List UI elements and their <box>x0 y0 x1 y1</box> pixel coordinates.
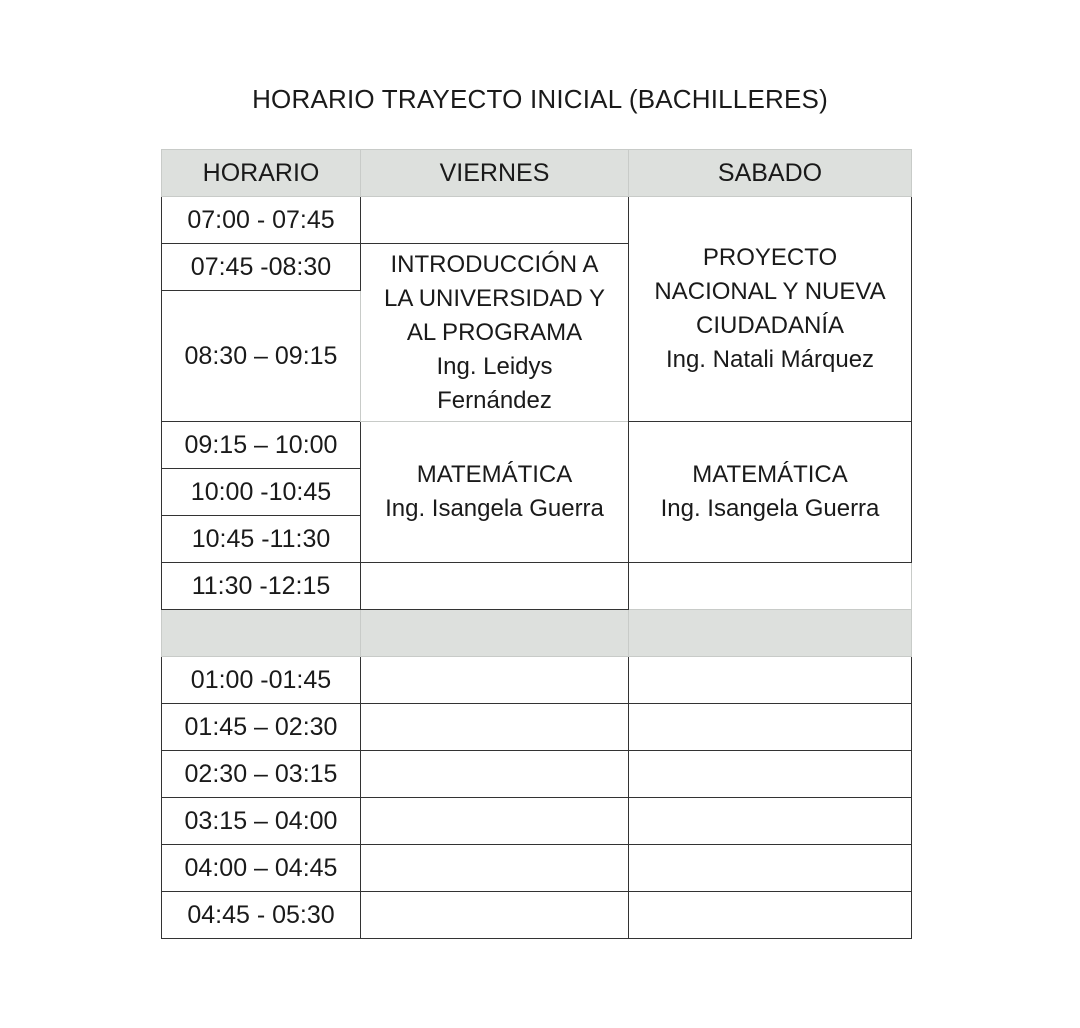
friday-empty-cell <box>361 751 629 798</box>
friday-empty-cell <box>361 892 629 939</box>
time-slot: 03:15 – 04:00 <box>162 798 361 845</box>
teacher-name: Fernández <box>437 386 552 414</box>
friday-empty-cell <box>361 845 629 892</box>
time-slot: 11:30 -12:15 <box>162 563 361 610</box>
teacher-name: Ing. Isangela Guerra <box>385 495 604 522</box>
break-row <box>162 610 912 657</box>
schedule-table <box>161 149 912 939</box>
saturday-empty-cell <box>629 798 912 845</box>
friday-empty-cell <box>361 197 629 244</box>
table-row <box>162 563 912 610</box>
table-row <box>162 704 912 751</box>
time-slot: 02:30 – 03:15 <box>162 751 361 798</box>
table-row <box>162 751 912 798</box>
friday-class-matematica <box>361 422 629 563</box>
table-row <box>162 657 912 704</box>
class-line: INTRODUCCIÓN A <box>390 250 599 278</box>
class-line: LA UNIVERSIDAD Y <box>384 284 605 312</box>
break-cell <box>629 610 912 657</box>
teacher-name: Ing. Leidys <box>436 352 553 380</box>
teacher-name: Ing. Natali Márquez <box>665 346 875 373</box>
saturday-empty-cell <box>629 892 912 939</box>
friday-empty-cell <box>361 563 629 610</box>
time-slot: 10:00 -10:45 <box>162 469 361 516</box>
table-row <box>162 892 912 939</box>
friday-empty-cell <box>361 704 629 751</box>
time-slot: 09:15 – 10:00 <box>162 422 361 469</box>
break-cell <box>162 610 361 657</box>
time-slot: 01:00 -01:45 <box>162 657 361 704</box>
header-saturday: SABADO <box>629 150 912 197</box>
time-slot: 08:30 – 09:15 <box>162 291 361 422</box>
time-slot: 04:45 - 05:30 <box>162 892 361 939</box>
friday-class-introduccion <box>361 244 629 422</box>
saturday-empty-cell <box>629 751 912 798</box>
class-line: AL PROGRAMA <box>406 318 583 346</box>
document-title: HORARIO TRAYECTO INICIAL (BACHILLERES) <box>252 84 828 114</box>
class-line: CIUDADANÍA <box>695 312 845 339</box>
class-line: NACIONAL Y NUEVA <box>654 278 886 305</box>
table-row <box>162 845 912 892</box>
time-slot: 07:00 - 07:45 <box>162 197 361 244</box>
class-line: MATEMÁTICA <box>692 461 848 488</box>
header-row <box>162 150 912 197</box>
teacher-name: Ing. Isangela Guerra <box>660 495 880 522</box>
friday-empty-cell <box>361 798 629 845</box>
saturday-empty-cell <box>629 845 912 892</box>
break-cell <box>361 610 629 657</box>
class-line: MATEMÁTICA <box>416 461 573 488</box>
header-friday: VIERNES <box>361 150 629 197</box>
saturday-empty-cell <box>629 563 912 610</box>
time-slot: 01:45 – 02:30 <box>162 704 361 751</box>
saturday-empty-cell <box>629 657 912 704</box>
time-slot: 04:00 – 04:45 <box>162 845 361 892</box>
class-line: PROYECTO <box>702 244 838 271</box>
table-row <box>162 422 912 469</box>
time-slot: 10:45 -11:30 <box>162 516 361 563</box>
header-time: HORARIO <box>162 150 361 197</box>
table-row <box>162 798 912 845</box>
saturday-empty-cell <box>629 704 912 751</box>
table-row <box>162 197 912 244</box>
time-slot: 07:45 -08:30 <box>162 244 361 291</box>
saturday-class-matematica <box>629 422 912 563</box>
saturday-class-proyecto-nacional <box>629 197 912 422</box>
friday-empty-cell <box>361 657 629 704</box>
